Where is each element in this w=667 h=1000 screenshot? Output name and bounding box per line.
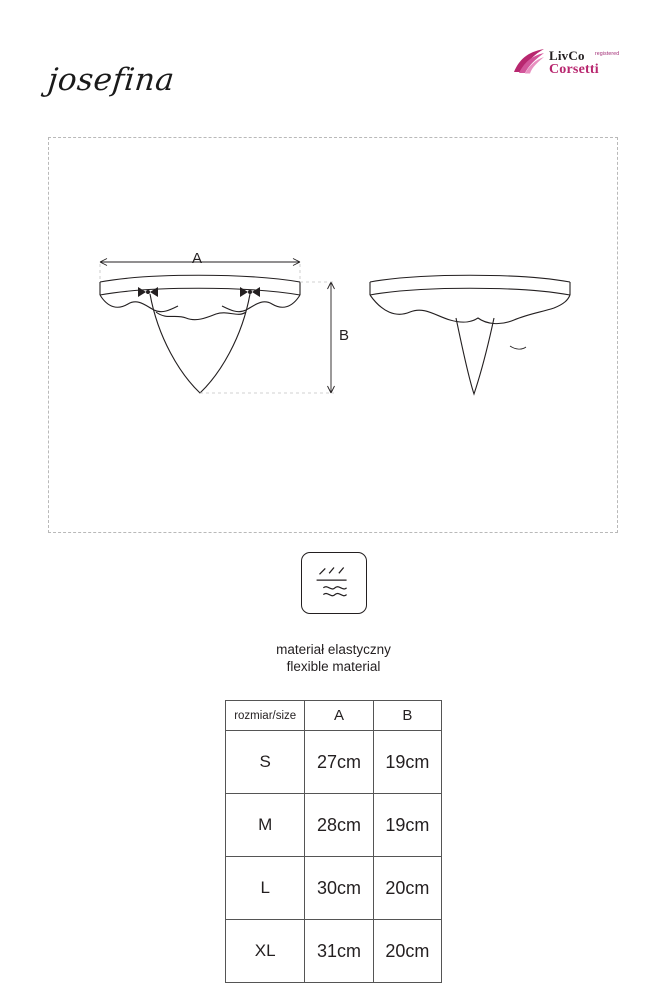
size-table-body — [226, 731, 442, 983]
brand-logo — [513, 46, 623, 92]
cell-size: XL — [226, 920, 305, 983]
brand-name-secondary: Corsetti — [549, 62, 599, 77]
cell-b: 19cm — [373, 731, 441, 794]
panty-back-line-drawing — [360, 268, 610, 418]
material-caption — [0, 641, 667, 675]
cell-a: 28cm — [305, 794, 373, 857]
wing-logo-icon — [513, 48, 547, 74]
cell-size: S — [226, 731, 305, 794]
cell-a: 31cm — [305, 920, 373, 983]
column-header-size: rozmiar/size — [226, 701, 305, 731]
size-table — [225, 700, 442, 983]
panty-front-line-drawing — [88, 248, 348, 408]
cell-b: 20cm — [373, 857, 441, 920]
cell-b: 20cm — [373, 920, 441, 983]
table-header-row — [226, 701, 442, 731]
cell-a: 27cm — [305, 731, 373, 794]
cell-b: 19cm — [373, 794, 441, 857]
page-title: josefina — [46, 62, 177, 98]
brand-name-primary: LivCo — [549, 48, 585, 63]
cell-a: 30cm — [305, 857, 373, 920]
bow-decoration-left — [138, 287, 158, 297]
dimension-label-b: B — [339, 327, 350, 344]
registered-mark-icon: registered — [595, 51, 620, 57]
table-row — [226, 920, 442, 983]
column-header-a: A — [305, 701, 373, 731]
dimension-label-a: A — [192, 250, 203, 267]
elastic-material-icon — [301, 552, 367, 614]
material-caption-en: flexible material — [286, 659, 381, 674]
table-row — [226, 731, 442, 794]
column-header-b: B — [373, 701, 441, 731]
table-row — [226, 794, 442, 857]
cell-size: M — [226, 794, 305, 857]
table-row — [226, 857, 442, 920]
material-caption-pl: materiał elastyczny — [276, 642, 391, 657]
cell-size: L — [226, 857, 305, 920]
